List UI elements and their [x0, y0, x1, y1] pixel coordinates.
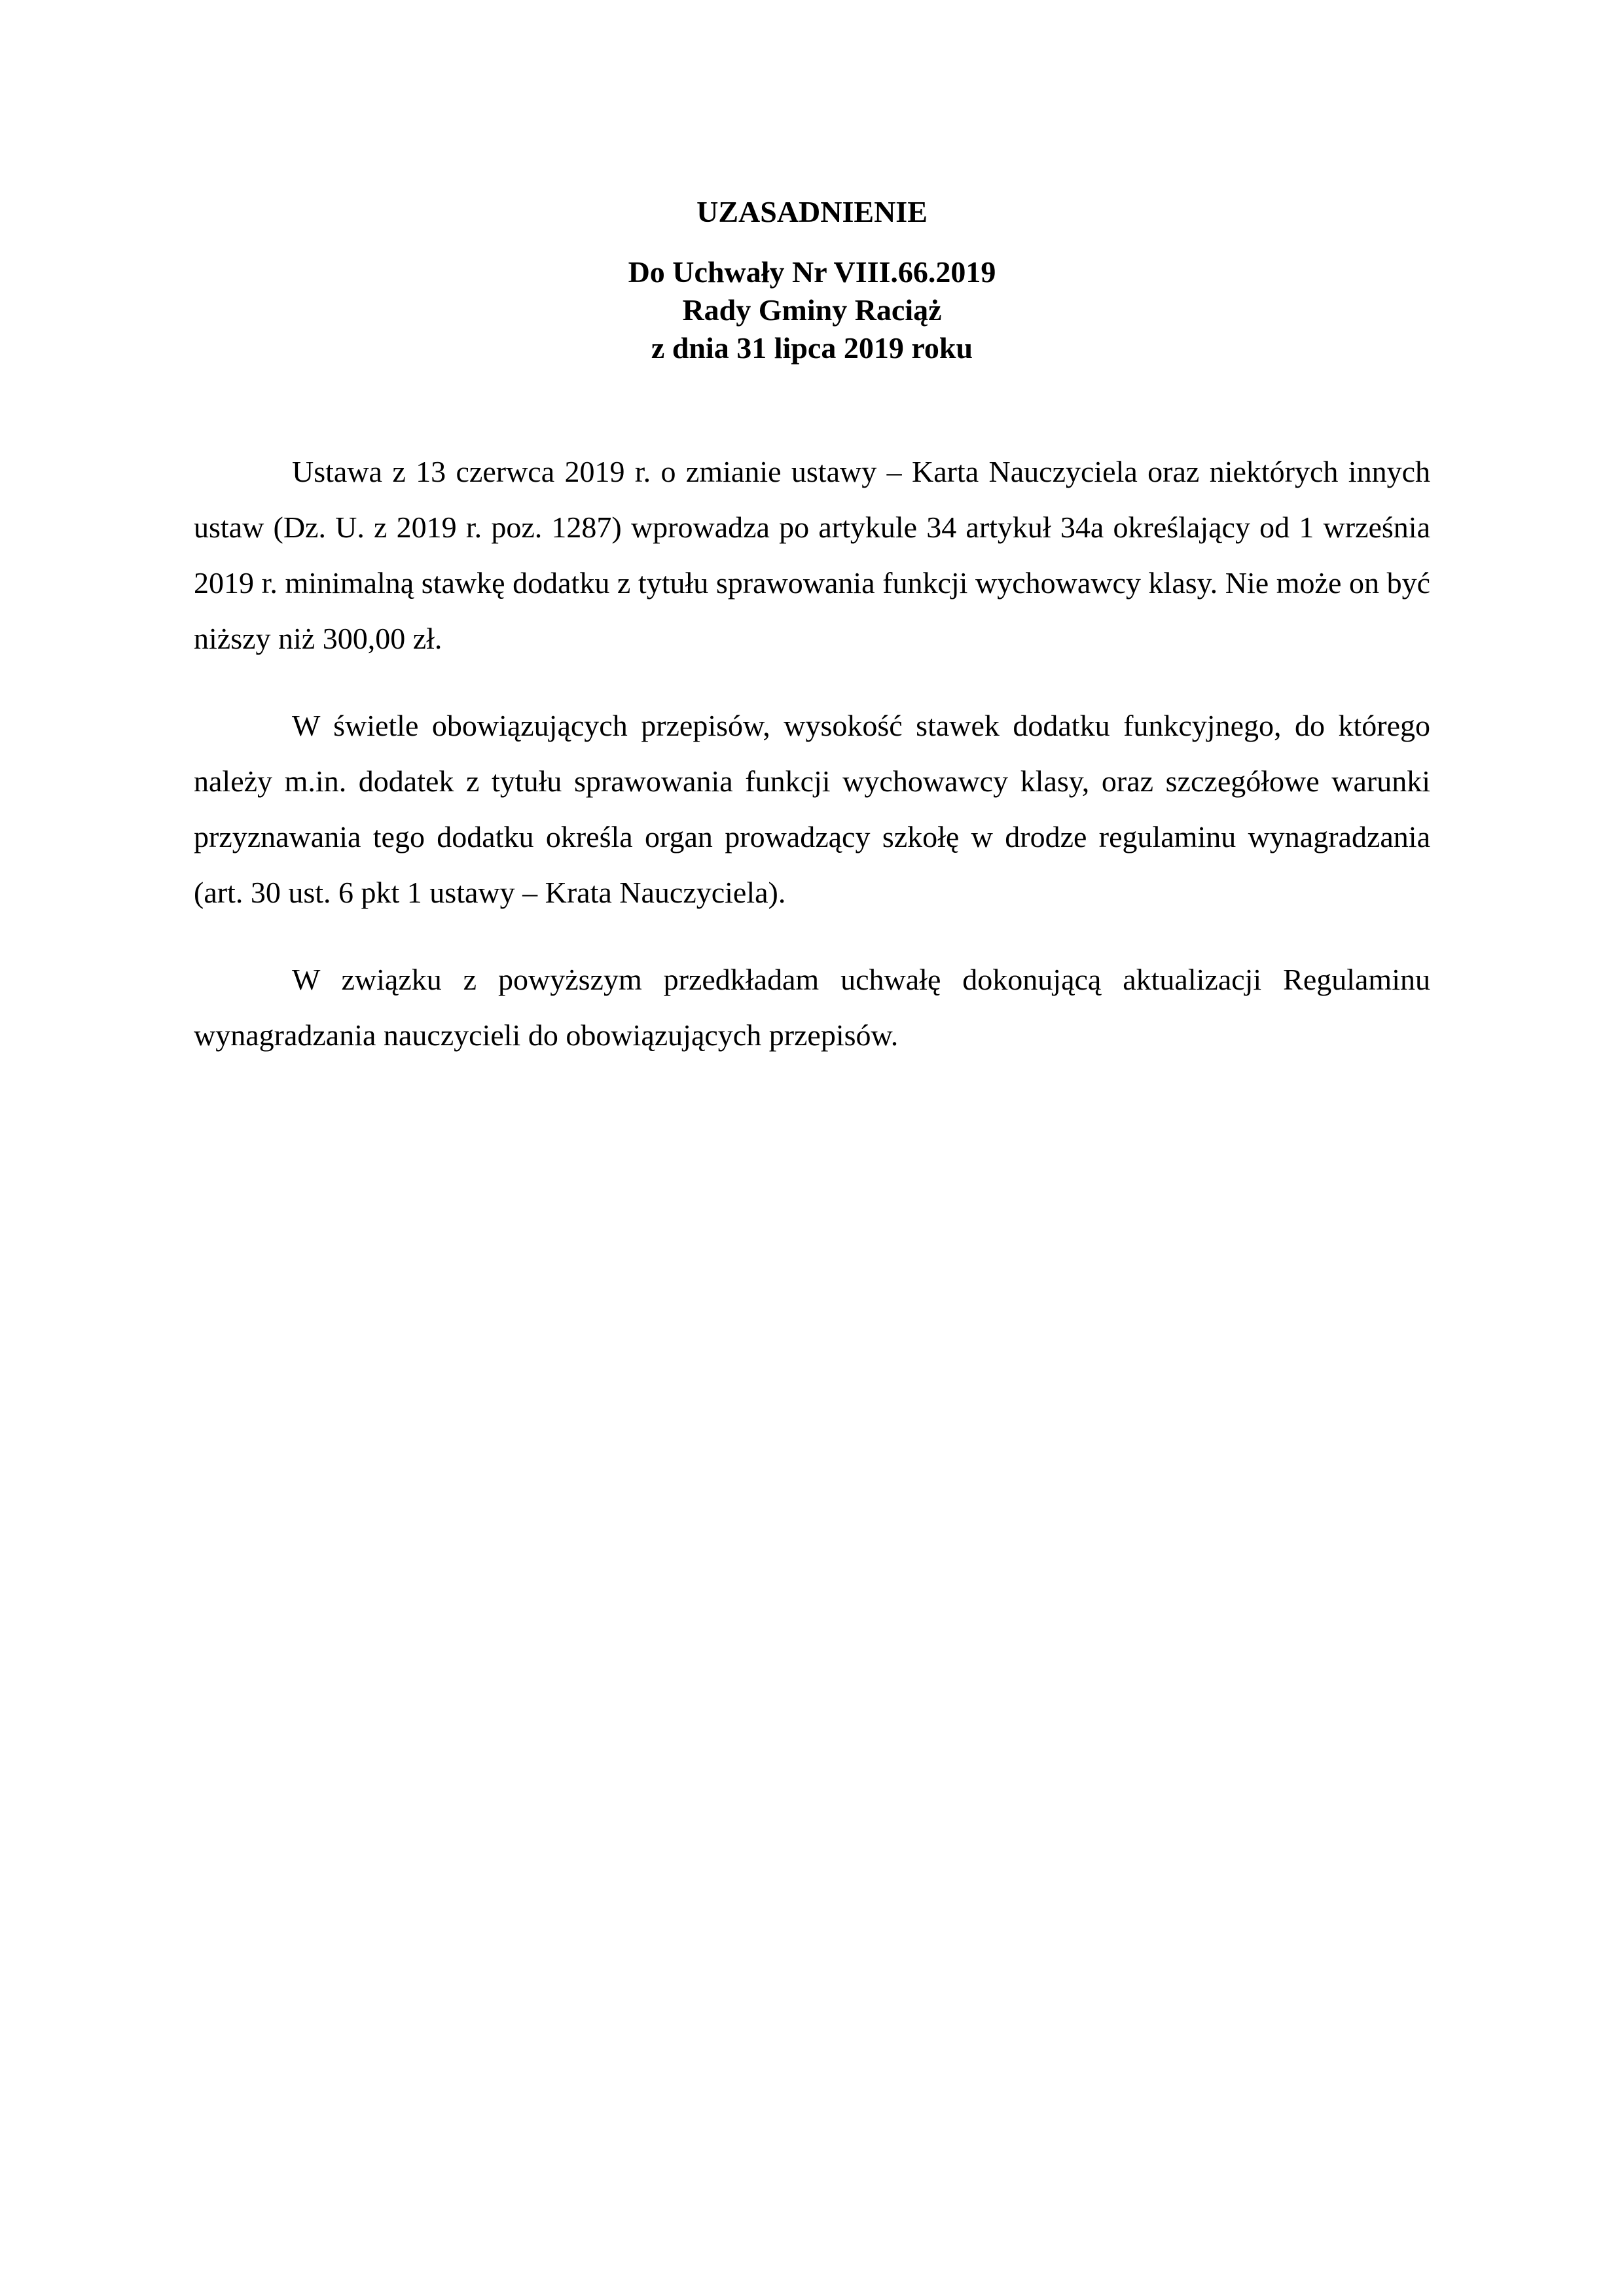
- paragraph-3: W związku z powyższym przedkładam uchwałę dokonującą aktualizacji Regulaminu wynagradzania nauczycieli do obowiązujących przepisów.: [194, 963, 1430, 1052]
- paragraph-2: W świetle obowiązujących przepisów, wysokość stawek dodatku funkcyjnego, do którego należy m.in. dodatek z tytułu sprawowania funkcji wychowawcy klasy, oraz szczegółowe warunki przyznawania tego dodatku określa organ prowadzący szkołę w drodze regulaminu wynagradzania (art. 30 ust. 6 pkt 1 ustawy – Krata Nauczyciela).: [194, 709, 1430, 909]
- document-body: [194, 444, 1430, 1094]
- resolution-date-line: z dnia 31 lipca 2019 roku: [651, 331, 973, 365]
- resolution-reference: [0, 254, 1624, 368]
- document-title: UZASADNIENIE: [696, 195, 928, 228]
- resolution-number-line: Do Uchwały Nr VIII.66.2019: [628, 255, 996, 289]
- paragraph-1: Ustawa z 13 czerwca 2019 r. o zmianie ustawy – Karta Nauczyciela oraz niektórych innych ustaw (Dz. U. z 2019 r. poz. 1287) wprowadza po artykule 34 artykuł 34a określający od 1 września 2019 r. minimalną stawkę dodatku z tytułu sprawowania funkcji wychowawcy klasy. Nie może on być niższy niż 300,00 zł.: [194, 455, 1430, 655]
- council-name-line: Rady Gminy Raciąż: [682, 293, 942, 327]
